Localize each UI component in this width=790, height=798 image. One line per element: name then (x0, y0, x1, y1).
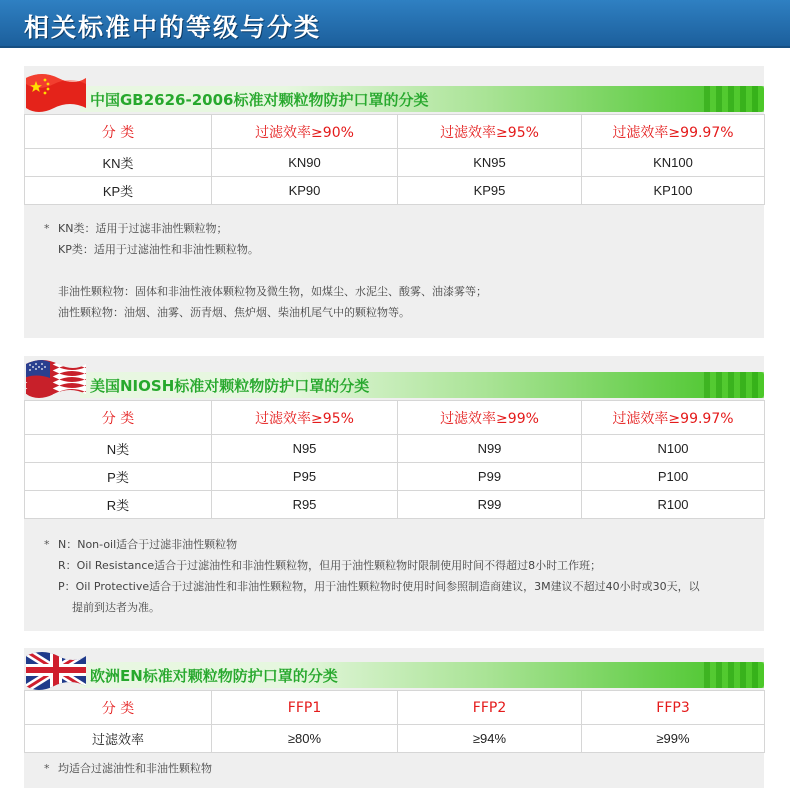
section-title: 中国GB2626-2006标准对颗粒物防护口罩的分类 (90, 91, 429, 109)
uk-flag-icon (24, 648, 88, 692)
notes (44, 758, 754, 779)
table-cell: KP100 (582, 177, 765, 205)
table-cell: ≥80% (212, 725, 398, 753)
table-row (25, 463, 765, 491)
classification-table (24, 690, 765, 753)
page-title: 相关标准中的等级与分类 (24, 13, 322, 42)
table-header-cell: 分 类 (25, 401, 212, 435)
china-flag-icon (24, 70, 88, 114)
table-header-row (25, 401, 765, 435)
table-cell: R95 (212, 491, 398, 519)
note-text: R：Oil Resistance适合于过滤油性和非油性颗粒物，但用于油性颗粒物时限制使用时间不得超过8小时工作班； (58, 559, 602, 572)
table-cell: KP90 (212, 177, 398, 205)
table-row (25, 177, 765, 205)
table-cell: 过滤效率 (25, 725, 212, 753)
table-cell: N类 (25, 435, 212, 463)
table-cell: P类 (25, 463, 212, 491)
table-row (25, 725, 765, 753)
notes (44, 218, 754, 323)
table-cell: N100 (582, 435, 765, 463)
note-text: 非油性颗粒物：固体和非油性液体颗粒物及微生物，如煤尘、水泥尘、酸雾、油漆雾等； (58, 285, 487, 298)
table-cell: KN90 (212, 149, 398, 177)
table-cell: N95 (212, 435, 398, 463)
table-row (25, 149, 765, 177)
page-banner (0, 0, 790, 48)
note-text: KN类：适用于过滤非油性颗粒物； (58, 222, 228, 235)
note-text: N：Non-oil适合于过滤非油性颗粒物 (58, 538, 238, 551)
table-cell: KN100 (582, 149, 765, 177)
table-row (25, 435, 765, 463)
table-header-cell: FFP3 (582, 691, 765, 725)
table-cell: ≥99% (582, 725, 765, 753)
section-title: 欧洲EN标准对颗粒物防护口罩的分类 (90, 667, 338, 685)
table-header-cell: 分 类 (25, 115, 212, 149)
table-cell: P100 (582, 463, 765, 491)
table-header-cell: FFP2 (398, 691, 582, 725)
table-header-row (25, 691, 765, 725)
section-title: 美国NIOSH标准对颗粒物防护口罩的分类 (90, 377, 370, 395)
table-header-cell: 分 类 (25, 691, 212, 725)
note-text: 均适合过滤油性和非油性颗粒物 (58, 762, 212, 775)
table-row (25, 491, 765, 519)
asterisk: * (44, 762, 50, 775)
table-cell: N99 (398, 435, 582, 463)
table-header-row (25, 115, 765, 149)
note-text: 提前到达者为准。 (72, 601, 160, 614)
classification-table (24, 114, 765, 205)
section-europe (24, 648, 764, 788)
section-usa (24, 356, 764, 631)
table-header-cell: 过滤效率≥95% (212, 401, 398, 435)
classification-table (24, 400, 765, 519)
table-cell: KP95 (398, 177, 582, 205)
table-header-cell: 过滤效率≥99.97% (582, 115, 765, 149)
table-header-cell: 过滤效率≥99.97% (582, 401, 765, 435)
table-cell: KN类 (25, 149, 212, 177)
note-text: 油性颗粒物：油烟、油雾、沥青烟、焦炉烟、柴油机尾气中的颗粒物等。 (58, 306, 410, 319)
table-header-cell: 过滤效率≥99% (398, 401, 582, 435)
note-text: KP类：适用于过滤油性和非油性颗粒物。 (58, 243, 259, 256)
table-cell: KN95 (398, 149, 582, 177)
table-cell: ≥94% (398, 725, 582, 753)
table-cell: R99 (398, 491, 582, 519)
section-china (24, 66, 764, 338)
note-text: P：Oil Protective适合于过滤油性和非油性颗粒物，用于油性颗粒物时使用时间参照制造商建议，3M建议不超过40小时或30天，以 (58, 580, 700, 593)
usa-flag-icon (24, 356, 88, 400)
table-header-cell: 过滤效率≥95% (398, 115, 582, 149)
table-cell: P95 (212, 463, 398, 491)
asterisk: * (44, 222, 50, 235)
asterisk: * (44, 538, 50, 551)
table-header-cell: 过滤效率≥90% (212, 115, 398, 149)
table-cell: R类 (25, 491, 212, 519)
notes (44, 534, 754, 618)
table-header-cell: FFP1 (212, 691, 398, 725)
table-cell: KP类 (25, 177, 212, 205)
table-cell: P99 (398, 463, 582, 491)
table-cell: R100 (582, 491, 765, 519)
